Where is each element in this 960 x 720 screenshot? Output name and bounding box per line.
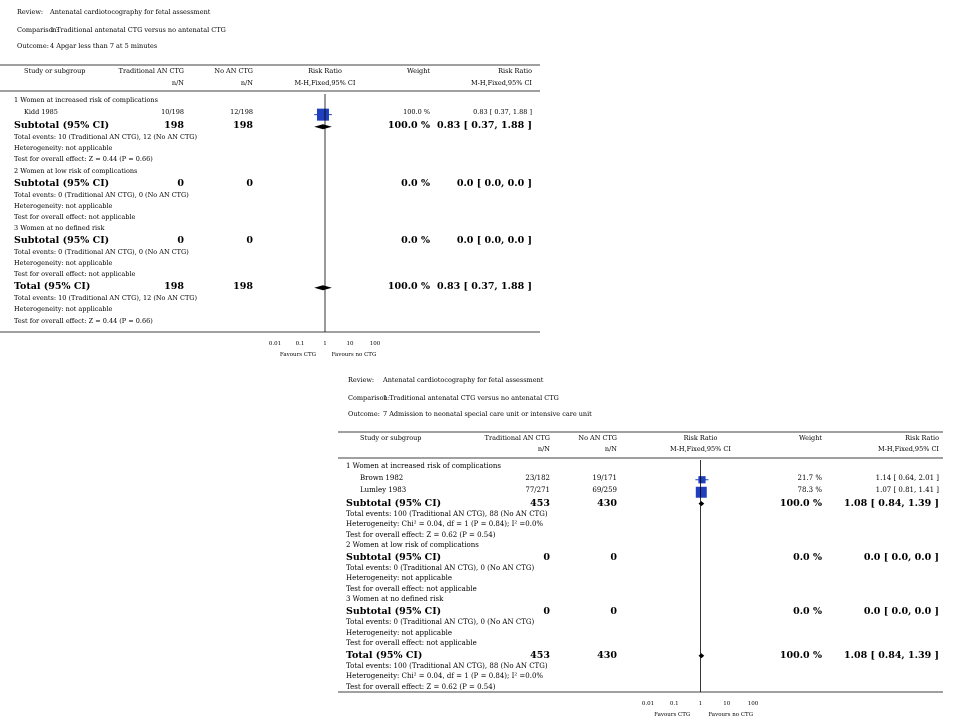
col-effect-right-sub: M-H,Fixed,95% CI [471, 79, 532, 87]
col-control-sub: n/N [604, 445, 617, 453]
study-ci: 1.14 [ 0.64, 2.01 ] [875, 473, 939, 482]
study-name: Kidd 1985 [24, 108, 58, 117]
subtotal-treatment: 0 [543, 551, 550, 563]
subtotal-label: Total (95% CI) [346, 649, 423, 661]
col-effect-right: Risk Ratio [905, 434, 939, 442]
study-name: Lumley 1983 [360, 486, 407, 494]
subtotal-weight: 100.0 % [779, 497, 822, 509]
subtotal-label: Subtotal (95% CI) [346, 605, 442, 617]
x-tick-label: 1 [323, 341, 327, 347]
col-treatment-sub: n/N [171, 79, 184, 87]
summary-note: Heterogeneity: Chi² = 0.04, df = 1 (P = 0.84); I² =0.0% [346, 520, 544, 529]
forest-plot-apgar [0, 0, 545, 360]
study-marker [698, 476, 705, 483]
col-control: No AN CTG [214, 67, 253, 75]
subtotal-control: 0 [246, 177, 253, 189]
favours-right-label: Favours no CTG [331, 352, 377, 358]
col-effect-sub: M-H,Fixed,95% CI [670, 445, 731, 453]
subtotal-weight: 0.0 % [793, 551, 822, 563]
subtotal-control: 0 [246, 235, 253, 246]
summary-note: Heterogeneity: not applicable [346, 574, 452, 583]
subtotal-treatment: 0 [543, 605, 550, 617]
header-label: Comparison: [348, 394, 390, 402]
col-weight: Weight [406, 67, 430, 75]
study-weight: 78.3 % [797, 486, 822, 494]
summary-note: Total events: 0 (Traditional AN CTG), 0 (No AN CTG) [346, 563, 535, 572]
subtotal-control: 198 [233, 281, 253, 293]
header-label: Outcome: [17, 42, 49, 50]
subtotal-label: Subtotal (95% CI) [346, 497, 442, 509]
col-effect-sub: M-H,Fixed,95% CI [294, 79, 356, 87]
x-tick-label: 10 [346, 341, 354, 347]
x-tick-label: 10 [723, 701, 731, 707]
x-tick-label: 0.1 [669, 701, 679, 707]
subtotal-weight: 0.0 % [793, 605, 822, 617]
study-weight: 100.0 % [403, 108, 430, 117]
forest-plot-admission [338, 370, 948, 720]
summary-note: Heterogeneity: not applicable [14, 201, 113, 210]
favours-right-label: Favours no CTG [708, 712, 754, 718]
subtotal-treatment: 198 [164, 281, 184, 293]
study-ci: 0.83 [ 0.37, 1.88 ] [473, 108, 532, 117]
summary-note: Total events: 100 (Traditional AN CTG), 88 (No AN CTG) [346, 509, 548, 518]
subtotal-weight: 0.0 % [401, 177, 430, 189]
header-label: Review: [348, 376, 375, 384]
subtotal-control: 0 [610, 551, 617, 563]
study-treatment: 23/182 [525, 473, 550, 482]
col-effect: Risk Ratio [308, 67, 342, 75]
x-tick-label: 0.1 [295, 341, 305, 347]
summary-note: Heterogeneity: not applicable [14, 144, 113, 153]
summary-note: Total events: 10 (Traditional AN CTG), 12 (No AN CTG) [14, 294, 198, 303]
col-effect-right: Risk Ratio [498, 67, 532, 75]
summary-note: Total events: 10 (Traditional AN CTG), 12 (No AN CTG) [14, 133, 198, 142]
summary-note: Test for overall effect: Z = 0.62 (P = 0.54) [346, 530, 496, 539]
subtotal-ci: 0.0 [ 0.0, 0.0 ] [456, 235, 532, 246]
subtotal-label: Total (95% CI) [14, 281, 91, 293]
study-control: 69/259 [592, 486, 617, 494]
subgroup-heading: 3 Women at no defined risk [14, 223, 105, 232]
summary-note: Test for overall effect: not applicable [346, 639, 477, 648]
subgroup-heading: 1 Women at increased risk of complications [14, 96, 158, 104]
subtotal-control: 430 [597, 497, 617, 509]
subtotal-ci: 0.0 [ 0.0, 0.0 ] [456, 177, 532, 189]
subtotal-label: Subtotal (95% CI) [14, 177, 110, 189]
summary-diamond [314, 124, 332, 129]
subtotal-control: 0 [610, 605, 617, 617]
study-treatment: 77/271 [525, 486, 550, 494]
study-treatment: 10/198 [161, 108, 184, 117]
study-marker [317, 109, 329, 121]
subtotal-treatment: 0 [177, 177, 184, 189]
summary-note: Heterogeneity: not applicable [346, 628, 452, 637]
summary-note: Test for overall effect: not applicable [14, 212, 136, 221]
header-label: Review: [17, 8, 44, 16]
x-tick-label: 100 [369, 341, 381, 347]
summary-note: Test for overall effect: Z = 0.62 (P = 0.54) [346, 682, 496, 691]
subtotal-label: Subtotal (95% CI) [14, 120, 110, 132]
col-control-sub: n/N [240, 79, 253, 87]
subtotal-ci: 1.08 [ 0.84, 1.39 ] [844, 649, 939, 661]
header-value: Antenatal cardiotocography for fetal assessment [383, 376, 544, 384]
col-treatment: Traditional AN CTG [118, 67, 184, 75]
summary-diamond [699, 653, 705, 658]
subtotal-treatment: 198 [164, 120, 184, 132]
subtotal-ci: 0.0 [ 0.0, 0.0 ] [863, 605, 939, 617]
header-label: Comparison: [17, 26, 59, 34]
subtotal-weight: 100.0 % [387, 120, 430, 132]
x-tick-label: 0.01 [641, 701, 655, 707]
subtotal-ci: 1.08 [ 0.84, 1.39 ] [844, 497, 939, 509]
summary-diamond [314, 285, 332, 290]
x-tick-label: 100 [747, 701, 759, 707]
subtotal-weight: 0.0 % [401, 235, 430, 246]
subgroup-heading: 2 Women at low risk of complications [14, 166, 138, 175]
study-control: 12/198 [230, 108, 253, 117]
summary-note: Heterogeneity: not applicable [14, 305, 113, 314]
subtotal-control: 430 [597, 649, 617, 661]
summary-note: Total events: 0 (Traditional AN CTG), 0 (No AN CTG) [14, 248, 189, 256]
subgroup-heading: 1 Women at increased risk of complications [346, 462, 501, 470]
subtotal-treatment: 453 [530, 649, 550, 661]
col-weight: Weight [798, 434, 822, 442]
summary-note: Total events: 100 (Traditional AN CTG), 88 (No AN CTG) [346, 661, 548, 670]
header-label: Outcome: [348, 410, 380, 418]
summary-note: Total events: 0 (Traditional AN CTG), 0 (No AN CTG) [346, 618, 535, 627]
subtotal-treatment: 0 [177, 235, 184, 246]
subgroup-heading: 3 Women at no defined risk [346, 595, 444, 604]
study-ci: 1.07 [ 0.81, 1.41 ] [875, 486, 939, 494]
header-value: 1 Traditional antenatal CTG versus no antenatal CTG [383, 394, 559, 402]
subtotal-weight: 100.0 % [387, 281, 430, 293]
study-control: 19/171 [592, 473, 617, 482]
col-study: Study or subgroup [360, 434, 422, 442]
summary-note: Test for overall effect: Z = 0.44 (P = 0.66) [14, 155, 153, 164]
study-marker [696, 487, 707, 498]
study-name: Brown 1982 [360, 473, 404, 482]
col-study: Study or subgroup [24, 67, 86, 75]
x-tick-label: 0.01 [268, 341, 282, 347]
subtotal-ci: 0.83 [ 0.37, 1.88 ] [437, 120, 532, 132]
summary-note: Total events: 0 (Traditional AN CTG), 0 (No AN CTG) [14, 190, 189, 199]
header-value: 1 Traditional antenatal CTG versus no antenatal CTG [50, 26, 226, 34]
header-value: Antenatal cardiotocography for fetal assessment [50, 8, 211, 16]
col-treatment-sub: n/N [537, 445, 550, 453]
col-control: No AN CTG [578, 434, 617, 442]
col-effect: Risk Ratio [683, 434, 718, 442]
header-value: 7 Admission to neonatal special care unit or intensive care unit [383, 410, 592, 418]
summary-note: Test for overall effect: not applicable [346, 584, 477, 593]
subtotal-ci: 0.83 [ 0.37, 1.88 ] [437, 281, 532, 293]
summary-diamond [699, 501, 705, 506]
study-weight: 21.7 % [797, 473, 822, 482]
subtotal-control: 198 [233, 120, 253, 132]
summary-note: Heterogeneity: Chi² = 0.04, df = 1 (P = 0.84); I² =0.0% [346, 672, 544, 681]
x-tick-label: 1 [698, 701, 703, 707]
col-effect-right-sub: M-H,Fixed,95% CI [878, 445, 939, 453]
favours-left-label: Favours CTG [654, 712, 691, 718]
header-value: 4 Apgar less than 7 at 5 minutes [50, 42, 158, 50]
subtotal-weight: 100.0 % [779, 649, 822, 661]
summary-note: Test for overall effect: not applicable [14, 270, 136, 279]
favours-left-label: Favours CTG [279, 352, 317, 358]
col-treatment: Traditional AN CTG [484, 434, 550, 442]
subtotal-label: Subtotal (95% CI) [346, 551, 442, 563]
summary-note: Test for overall effect: Z = 0.44 (P = 0.66) [14, 316, 153, 325]
subtotal-ci: 0.0 [ 0.0, 0.0 ] [863, 551, 939, 563]
subgroup-heading: 2 Women at low risk of complications [346, 541, 479, 550]
summary-note: Heterogeneity: not applicable [14, 259, 113, 268]
subtotal-label: Subtotal (95% CI) [14, 235, 110, 246]
subtotal-treatment: 453 [530, 497, 550, 509]
